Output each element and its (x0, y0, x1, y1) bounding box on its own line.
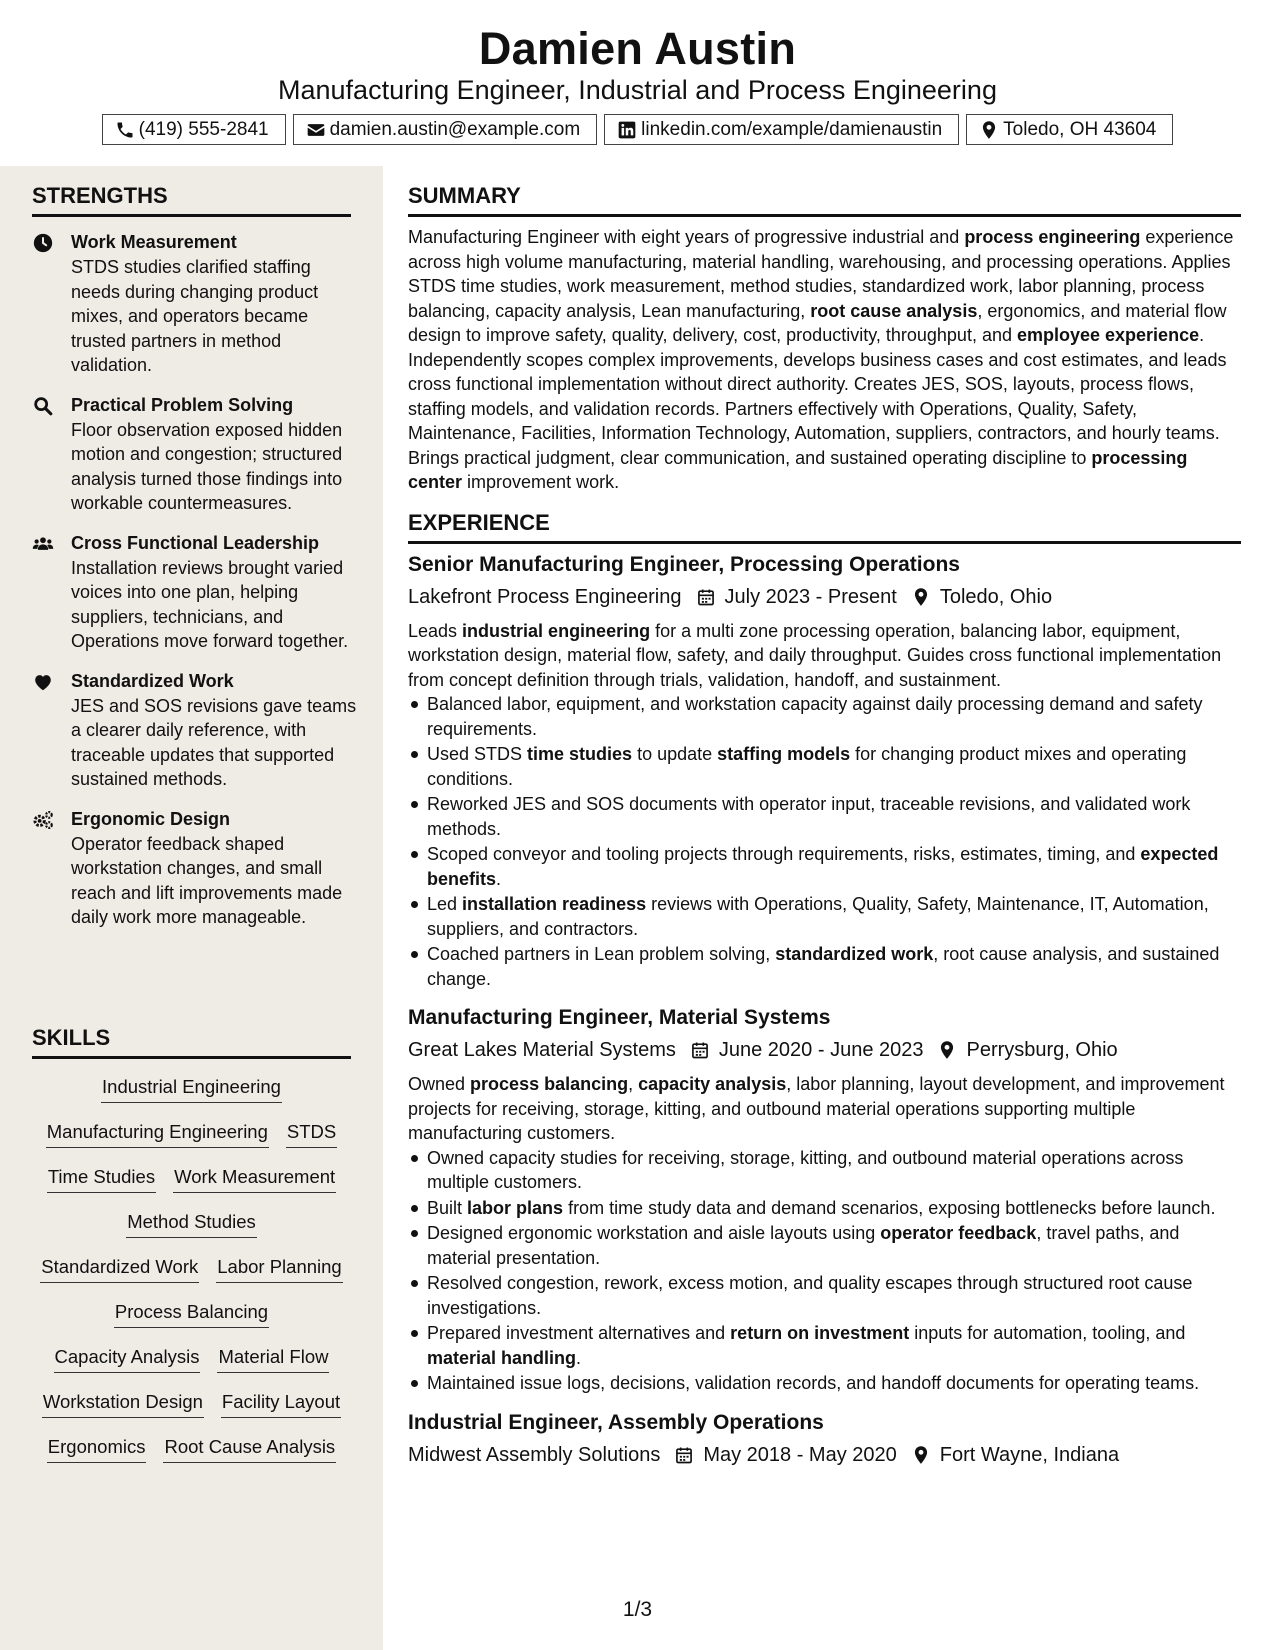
skill-row (0, 1299, 383, 1344)
job-entry (408, 551, 1241, 992)
list-item: Resolved congestion, rework, excess motion, and quality escapes through structured root cause investigations. (408, 1271, 1241, 1320)
strength-desc: Floor observation exposed hidden motion and congestion; structured analysis turned those findings into workable countermeasures. (71, 419, 343, 513)
job-location: Toledo, Ohio (939, 585, 1053, 608)
strength-title: Cross Functional Leadership (71, 532, 320, 553)
skill-row (0, 1164, 383, 1209)
emphasis-text: industrial engineering (462, 620, 651, 641)
list-item: Balanced labor, equipment, and workstation capacity against daily processing demand and safety requirements. (408, 692, 1241, 741)
job-company: Great Lakes Material Systems (408, 1039, 676, 1061)
strength-title: Practical Problem Solving (71, 394, 294, 415)
emphasis-text: root cause analysis (810, 300, 978, 321)
skill-tag: Time Studies (47, 1164, 156, 1193)
calendar-icon (690, 1040, 710, 1060)
people-group-icon (32, 533, 54, 555)
job-title: Industrial Engineer, Assembly Operations (408, 1410, 824, 1434)
emphasis-text: time studies (527, 744, 633, 764)
skill-row (0, 1344, 383, 1389)
job-location-wrap (937, 1036, 1117, 1064)
strength-desc: Installation reviews brought varied voices into one plan, helping suppliers, technicians, and Operations move forward together. (71, 557, 349, 651)
contact-phone[interactable] (102, 114, 286, 145)
list-item: Scoped conveyor and tooling projects through requirements, risks, estimates, timing, and expected benefits. (408, 842, 1241, 891)
job-meta (408, 583, 1241, 611)
strength-item (0, 530, 383, 654)
contact-linkedin-text: linkedin.com/example/damienaustin (641, 118, 943, 140)
skill-tag: Work Measurement (173, 1164, 336, 1193)
strength-item (0, 392, 383, 516)
map-pin-icon (979, 120, 999, 140)
page-number: 1/3 (622, 1598, 653, 1621)
job-dates-wrap (696, 583, 897, 611)
skill-row (0, 1254, 383, 1299)
emphasis-text: process engineering (964, 227, 1141, 247)
skill-tag: Labor Planning (216, 1254, 342, 1283)
skill-row (0, 1074, 383, 1119)
emphasis-text: capacity analysis (638, 1074, 787, 1094)
job-location: Fort Wayne, Indiana (939, 1443, 1120, 1466)
emphasis-text: processing center (408, 447, 1188, 492)
job-company: Lakefront Process Engineering (408, 585, 682, 608)
skill-tag: Facility Layout (221, 1389, 341, 1418)
job-dates: May 2018 - May 2020 (703, 1443, 897, 1466)
job-title: Manufacturing Engineer, Material Systems (408, 1006, 831, 1029)
job-dates-wrap (690, 1036, 924, 1064)
contact-location-text: Toledo, OH 43604 (1003, 118, 1157, 140)
skill-tag: Process Balancing (114, 1299, 269, 1328)
calendar-icon (696, 587, 716, 607)
summary-heading: SUMMARY (408, 182, 1241, 217)
job-company: Midwest Assembly Solutions (408, 1443, 661, 1466)
contact-phone-text: (419) 555-2841 (138, 118, 269, 140)
skill-row (0, 1119, 383, 1164)
strength-item (0, 806, 383, 930)
strength-item (0, 668, 383, 792)
strength-title: Work Measurement (71, 232, 237, 252)
contact-linkedin[interactable] (604, 114, 959, 145)
job-title: Senior Manufacturing Engineer, Processing Operations (408, 552, 960, 576)
emphasis-text: installation readiness (462, 894, 647, 914)
contact-email[interactable] (293, 114, 598, 145)
strength-item (0, 229, 383, 378)
skill-tag: Manufacturing Engineering (46, 1119, 269, 1148)
strengths-heading: STRENGTHS (32, 182, 351, 217)
list-item: Prepared investment alternatives and return on investment inputs for automation, tooling, and material handling. (408, 1321, 1241, 1370)
list-item: Owned capacity studies for receiving, storage, kitting, and outbound material operations across multiple customers. (408, 1146, 1241, 1195)
main-column (408, 166, 1241, 1469)
job-entry (408, 1409, 1241, 1469)
job-dates: June 2020 - June 2023 (718, 1039, 924, 1061)
job-description: Owned process balancing, capacity analysis, labor planning, layout development, and improvement projects for receiving, storage, kitting, and outbound material operations supporting multiple manufacturing customers. (408, 1074, 1225, 1143)
skill-row (0, 1209, 383, 1254)
summary-text: Manufacturing Engineer with eight years of progressive industrial and process engineering experience across high volume manufacturing, material handling, warehousing, and processing operations. Applies STDS time studies, work measurement, method studies, standardized work, labor planning, process balancing, capacity analysis, Lean manufacturing, root cause analysis, ergonomics, and material flow design to improve safety, quality, delivery, cost, productivity, throughput, and employee experience. Independently scopes complex improvements, develops business cases and cost estimates, and leads cross functional implementation without direct authority. Creates JES, SOS, layouts, process flows, staffing models, and validation records. Partners effectively with Operations, Quality, Safety, Maintenance, Facilities, Information Technology, Automation, suppliers, contractors, and hourly teams. Brings practical judgment, clear communication, and sustained operating discipline to processing center improvement work. (408, 227, 1234, 492)
skill-tag: Material Flow (217, 1344, 329, 1373)
job-location: Perrysburg, Ohio (966, 1039, 1118, 1061)
list-item: Designed ergonomic workstation and aisle layouts using operator feedback, travel paths, and material presentation. (408, 1221, 1241, 1270)
skill-row (0, 1389, 383, 1434)
emphasis-text: staffing models (717, 744, 851, 764)
sidebar (0, 166, 383, 1650)
skill-tag: Method Studies (126, 1209, 257, 1238)
emphasis-text: expected benefits (427, 844, 1219, 889)
list-item: Coached partners in Lean problem solving, standardized work, root cause analysis, and sustained change. (408, 942, 1241, 991)
magnifier-icon (32, 395, 54, 417)
list-item: Led installation readiness reviews with Operations, Quality, Safety, Maintenance, IT, Automation, suppliers, and contractors. (408, 892, 1241, 941)
emphasis-text: operator feedback (880, 1223, 1037, 1243)
job-bullets (408, 1146, 1241, 1396)
experience-heading: EXPERIENCE (408, 509, 1241, 544)
phone-icon (115, 120, 135, 140)
emphasis-text: return on investment (730, 1323, 910, 1343)
map-pin-icon (937, 1040, 957, 1060)
list-item: Used STDS time studies to update staffing models for changing product mixes and operating conditions. (408, 742, 1241, 791)
envelope-icon (306, 120, 326, 140)
emphasis-text: labor plans (467, 1197, 564, 1218)
skill-tag: Capacity Analysis (54, 1344, 201, 1373)
list-item: Maintained issue logs, decisions, validation records, and handoff documents for operating teams. (408, 1371, 1241, 1396)
job-entry (408, 1004, 1241, 1396)
contact-email-text: damien.austin@example.com (329, 118, 581, 140)
clock-icon (32, 232, 54, 254)
skill-tag: Industrial Engineering (101, 1074, 282, 1103)
candidate-name: Damien Austin (478, 23, 797, 74)
strength-title: Standardized Work (71, 670, 234, 691)
resume-header (0, 0, 1275, 166)
map-pin-icon (911, 1445, 931, 1465)
contact-bar (0, 114, 1275, 145)
skills-section (0, 1024, 383, 1479)
job-location-wrap (911, 1441, 1119, 1469)
skill-row (0, 1434, 383, 1479)
skill-tag: Workstation Design (42, 1389, 204, 1418)
skill-tag: STDS (286, 1119, 337, 1148)
skill-tag: Root Cause Analysis (163, 1434, 336, 1463)
contact-location[interactable] (966, 114, 1173, 145)
strengths-section (0, 182, 383, 944)
job-dates: July 2023 - Present (724, 585, 897, 608)
skills-heading: SKILLS (32, 1024, 351, 1059)
emphasis-text: employee experience (1016, 325, 1200, 345)
strength-title: Ergonomic Design (71, 808, 231, 829)
job-dates-wrap (674, 1441, 896, 1469)
list-item: Reworked JES and SOS documents with operator input, traceable revisions, and validated work methods. (408, 792, 1241, 841)
map-pin-icon (911, 587, 931, 607)
strength-desc: Operator feedback shaped workstation changes, and small reach and lift improvements made daily work more manageable. (71, 833, 343, 927)
job-location-wrap (911, 583, 1052, 611)
strength-desc: JES and SOS revisions gave teams a clearer daily reference, with traceable updates that supported sustained methods. (71, 695, 357, 789)
candidate-title: Manufacturing Engineer, Industrial and Process Engineering (278, 75, 997, 105)
job-bullets (408, 692, 1241, 991)
job-meta (408, 1441, 1241, 1469)
linkedin-icon (617, 120, 637, 140)
strength-desc: STDS studies clarified staffing needs during changing product mixes, and operators became trusted partners in method validation. (71, 257, 319, 375)
calendar-icon (674, 1445, 694, 1465)
skill-tag: Standardized Work (40, 1254, 199, 1283)
emphasis-text: standardized work (775, 944, 934, 964)
job-description: Leads industrial engineering for a multi zone processing operation, balancing labor, equipment, workstation design, material flow, safety, and daily throughput. Guides cross functional implementation from concept definition through trials, validation, handoff, and sustainment. (408, 620, 1222, 690)
emphasis-text: process balancing (470, 1074, 629, 1094)
emphasis-text: material handling (427, 1347, 577, 1368)
job-meta (408, 1036, 1241, 1064)
heart-icon (32, 671, 54, 693)
skill-tag: Ergonomics (47, 1434, 147, 1463)
list-item: Built labor plans from time study data and demand scenarios, exposing bottlenecks before launch. (408, 1196, 1241, 1221)
gears-icon (32, 809, 54, 831)
